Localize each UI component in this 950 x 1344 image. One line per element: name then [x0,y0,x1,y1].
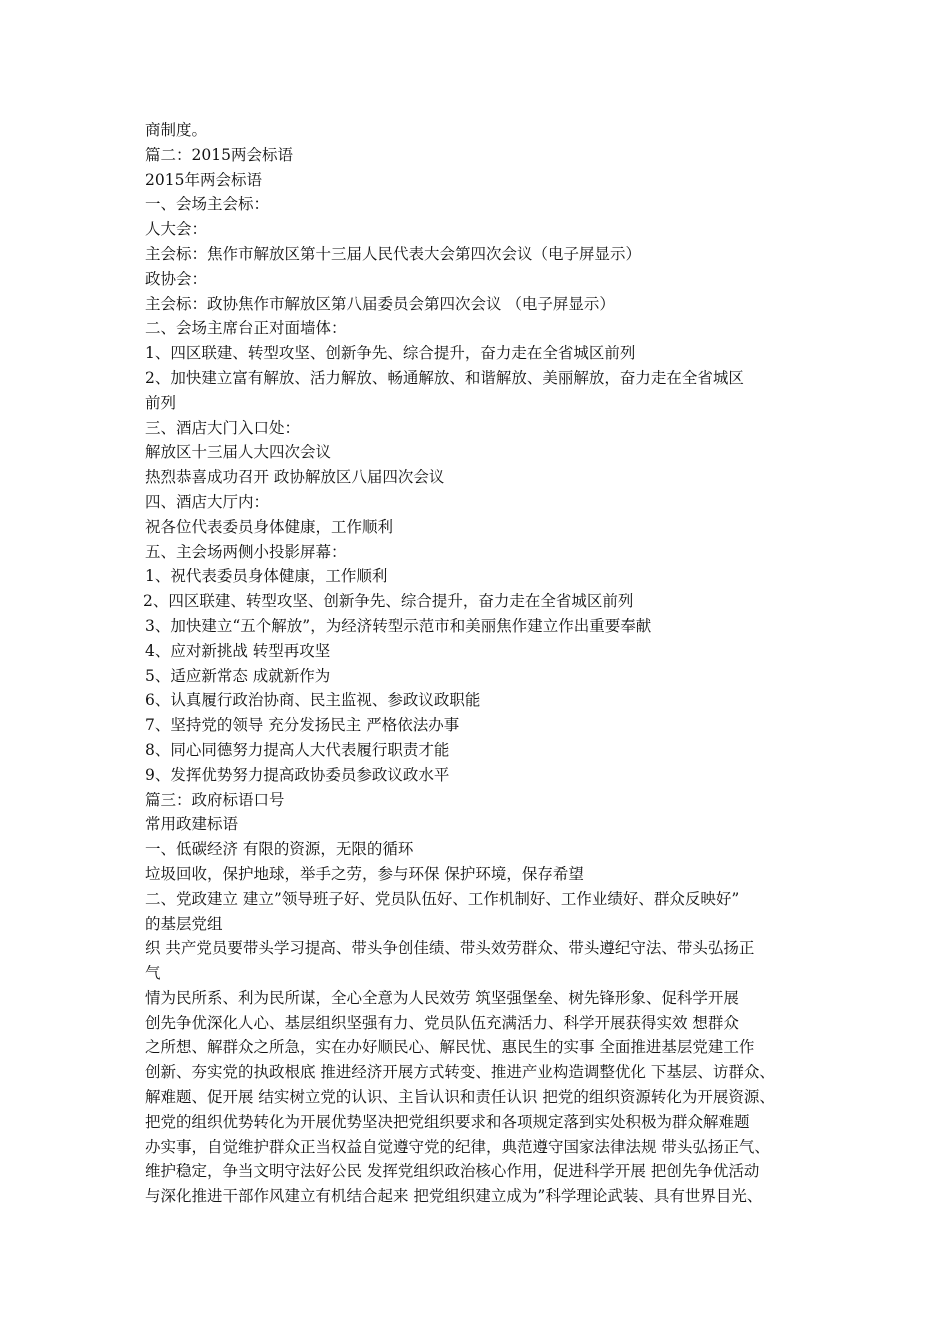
text-line: 气 [145,964,161,983]
text-line: 与深化推进干部作风建立有机结合起来 把党组织建立成为”科学理论武装、具有世界目光、 [145,1187,763,1206]
text-line: 办实事，自觉维护群众正当权益自觉遵守党的纪律，典范遵守国家法律法规 带头弘扬正气、 [145,1137,770,1156]
text-line: 常用政建标语 [145,815,239,834]
text-line: 2、加快建立富有解放、活力解放、畅通解放、和谐解放、美丽解放，奋力走在全省城区 [145,368,744,387]
text-line: 维护稳定，争当文明守法好公民 发挥党组织政治核心作用，促进科学开展 把创先争优活动 [145,1162,760,1181]
text-line: 五、主会场两侧小投影屏幕： [145,542,347,561]
text-line: 一、低碳经济 有限的资源，无限的循环 [145,840,414,859]
text-line: 四、酒店大厅内： [145,492,270,511]
text-line: 主会标：政协焦作市解放区第八届委员会第四次会议 （电子屏显示） [145,294,615,313]
text-line: 9、发挥优势努力提高政协委员参政议政水平 [145,765,450,784]
text-line: 5、适应新常态 成就新作为 [145,666,331,685]
text-line: 6、认真履行政治协商、民主监视、参政议政职能 [145,691,481,710]
text-line: 二、党政建立 建立”领导班子好、党员队伍好、工作机制好、工作业绩好、群众反映好” [145,889,740,908]
section-heading: 篇二：2015两会标语 [145,145,293,164]
text-line: 政协会： [145,269,208,288]
text-line: 1、祝代表委员身体健康，工作顺利 [145,567,388,586]
text-line: 2015年两会标语 [145,170,262,189]
text-line: 一、会场主会标： [145,195,270,214]
text-line: 2、四区联建、转型攻坚、创新争先、综合提升，奋力走在全省城区前列 [143,592,634,611]
text-line: 祝各位代表委员身体健康，工作顺利 [145,517,394,536]
text-line: 织 共产党员要带头学习提高、带头争创佳绩、带头效劳群众、带头遵纪守法、带头弘扬正 [145,939,755,958]
section-heading: 篇三：政府标语口号 [145,790,285,809]
text-line: 商制度。 [145,121,208,139]
text-line: 情为民所系、利为民所谋，全心全意为人民效劳 筑坚强堡垒、树先锋形象、促科学开展 [145,988,739,1007]
text-line: 的基层党组 [145,914,223,933]
text-line: 三、酒店大门入口处： [145,418,301,437]
text-line: 前列 [145,393,177,412]
text-line: 创先争优深化人心、基层组织坚强有力、党员队伍充满活力、科学开展获得实效 想群众 [145,1013,739,1032]
text-line: 4、应对新挑战 转型再攻坚 [145,641,331,660]
text-line: 把党的组织优势转化为开展优势坚决把党组织要求和各项规定落到实处积极为群众解难题 [145,1112,750,1131]
text-line: 创新、夯实党的执政根底 推进经济开展方式转变、推进产业构造调整优化 下基层、访群众、 [145,1063,775,1082]
text-line: 主会标：焦作市解放区第十三届人民代表大会第四次会议（电子屏显示） [145,244,642,263]
text-line: 人大会： [145,220,208,239]
text-line: 1、四区联建、转型攻坚、创新争先、综合提升，奋力走在全省城区前列 [145,344,636,363]
text-line: 二、会场主席台正对面墙体： [145,319,347,338]
text-line: 3、加快建立“五个解放”，为经济转型示范市和美丽焦作建立作出重要奉献 [145,616,652,635]
text-line: 之所想、解群众之所急，实在办好顺民心、解民忧、惠民生的实事 全面推进基层党建工作 [145,1038,755,1057]
text-line: 垃圾回收，保护地球，举手之劳，参与环保 保护环境，保存希望 [145,864,584,883]
text-line: 解难题、促开展 结实树立党的认识、主旨认识和责任认识 把党的组织资源转化为开展资源、 [145,1088,775,1107]
text-line: 8、同心同德努力提高人大代表履行职责才能 [145,740,450,759]
text-line: 解放区十三届人大四次会议 [145,443,332,462]
text-line: 热烈恭喜成功召开 政协解放区八届四次会议 [145,468,445,487]
document-body [145,118,825,1209]
text-line: 7、坚持党的领导 充分发扬民主 严格依法办事 [145,716,460,735]
